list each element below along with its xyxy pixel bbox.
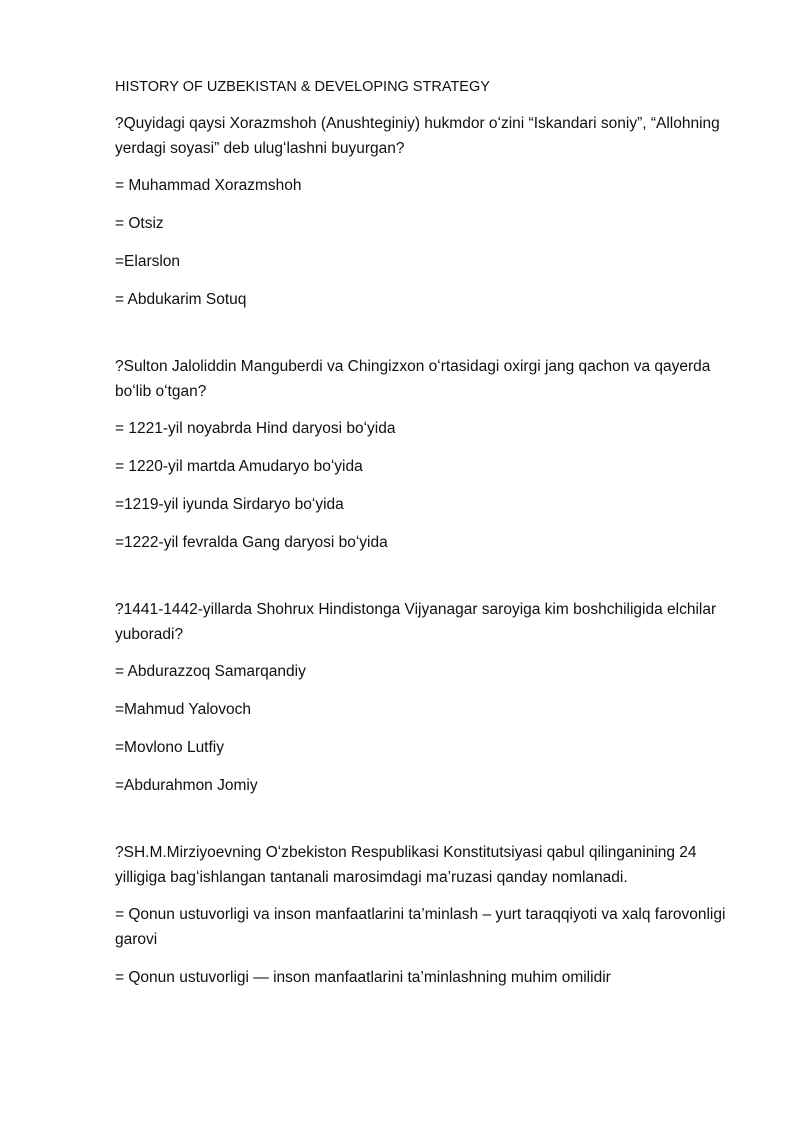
question-text: ?1441-1442-yillarda Shohrux Hindistonga Vijyanagar saroyiga kim boshchiligida elchilar yuboradi? bbox=[115, 601, 717, 643]
answer-option: =Elarslon bbox=[115, 253, 181, 270]
answer-option: =Movlono Lutfiy bbox=[115, 739, 224, 756]
answer-option: = Abdurazzoq Samarqandiy bbox=[115, 663, 306, 680]
answer-option: =1219-yil iyunda Sirdaryo boʻyida bbox=[115, 496, 344, 513]
question-text: ?SH.M.Mirziyoevning Oʻzbekiston Respublikasi Konstitutsiyasi qabul qilinganining 24 yilligiga bagʻishlangan tantanali marosimdagi ma’ruzasi qanday nomlanadi. bbox=[115, 844, 697, 886]
answer-option: = Qonun ustuvorligi va inson manfaatlarini ta’minlash – yurt taraqqiyoti va xalq farovonligi garovi bbox=[115, 906, 726, 948]
document-title: HISTORY OF UZBEKISTAN & DEVELOPING STRATEGY bbox=[115, 79, 490, 95]
answer-option: = Abdukarim Sotuq bbox=[115, 291, 247, 308]
question-text: ?Sulton Jaloliddin Manguberdi va Chingizxon oʻrtasidagi oxirgi jang qachon va qayerda boʻlib oʻtgan? bbox=[115, 358, 711, 400]
answer-option: =Abdurahmon Jomiy bbox=[115, 777, 258, 794]
answer-option: = Qonun ustuvorligi — inson manfaatlarini ta’minlashning muhim omilidir bbox=[115, 969, 611, 986]
answer-option: = Muhammad Xorazmshoh bbox=[115, 177, 302, 194]
answer-option: =1222-yil fevralda Gang daryosi boʻyida bbox=[115, 534, 388, 551]
question-block-2 bbox=[115, 354, 745, 555]
question-block-4 bbox=[115, 840, 745, 990]
question-block-3 bbox=[115, 597, 745, 798]
question-text: ?Quyidagi qaysi Xorazmshoh (Anushteginiy) hukmdor oʻzini “Iskandari soniy”, “Allohning yerdagi soyasi” deb ulugʻlashni buyurgan? bbox=[115, 115, 720, 157]
document-content bbox=[115, 76, 745, 1003]
question-block-1 bbox=[115, 111, 745, 312]
answer-option: = 1221-yil noyabrda Hind daryosi boʻyida bbox=[115, 420, 396, 437]
answer-option: =Mahmud Yalovoch bbox=[115, 701, 251, 718]
answer-option: = 1220-yil martda Amudaryo boʻyida bbox=[115, 458, 363, 475]
answer-option: = Otsiz bbox=[115, 215, 164, 232]
